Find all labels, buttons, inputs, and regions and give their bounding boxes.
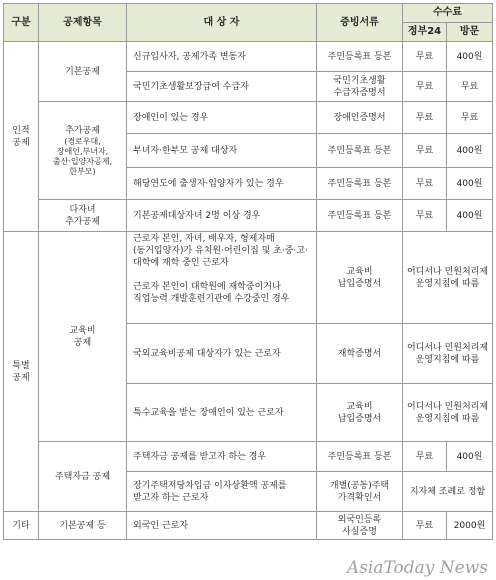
item-additional-note: (경로우대, 장애인,부녀자, 출산·입양자공제, 한부모)	[52, 136, 113, 176]
fee-visit-cell: 무료	[447, 102, 493, 134]
fee-online-cell: 무료	[403, 134, 447, 168]
docs-cell: 장애인증명서	[317, 102, 403, 134]
table-row	[4, 232, 493, 324]
target-cell: 신규입사자, 공제가족 변동자	[127, 42, 317, 72]
docs-cell: 교육비 납입증명서	[317, 384, 403, 442]
fee-visit-cell: 400원	[447, 200, 493, 232]
fee-merged-cell: 지자체 조례로 정함	[403, 472, 493, 512]
item-basic: 기본공제	[39, 42, 127, 102]
fee-merged-cell: 어디서나 민원처리제 운영지침에 따름	[403, 324, 493, 384]
docs-cell: 주민등록표 등본	[317, 42, 403, 72]
fee-visit-cell: 2000원	[447, 512, 493, 540]
fee-merged-cell: 어디서나 민원처리제 운영지침에 따름	[403, 384, 493, 442]
fee-visit-cell: 400원	[447, 42, 493, 72]
target-cell: 부녀자·한부모 공제 대상자	[127, 134, 317, 168]
target-cell: 주택자금 공제를 받고자 하는 경우	[127, 442, 317, 472]
item-additional	[39, 102, 127, 200]
header-category: 구분	[4, 4, 39, 42]
fee-online-cell: 무료	[403, 442, 447, 472]
header-item: 공제항목	[39, 4, 127, 42]
watermark-logo: AsiaToday News	[346, 558, 488, 578]
fee-visit-cell: 무료	[447, 72, 493, 102]
docs-cell: 주민등록표 등본	[317, 168, 403, 200]
fee-online-cell: 무료	[403, 200, 447, 232]
item-other: 기본공제 등	[39, 512, 127, 540]
group-other: 기타	[4, 512, 39, 540]
target-cell: 기본공제대상자녀 2명 이상 경우	[127, 200, 317, 232]
header-fee-visit: 방문	[447, 23, 493, 42]
fee-merged-cell: 어디서나 민원처리제 운영지침에 따름	[403, 232, 493, 324]
fee-online-cell: 무료	[403, 168, 447, 200]
target-cell: 국민기초생활보장급여 수급자	[127, 72, 317, 102]
header-docs: 증빙서류	[317, 4, 403, 42]
table-row	[4, 512, 493, 540]
table-row	[4, 42, 493, 72]
target-cell: 장기주택저당차입금 이자상환액 공제를 받고자 하는 근로자	[127, 472, 317, 512]
table-row	[4, 442, 493, 472]
target-cell: 국외교육비공제 대상자가 있는 근로자	[127, 324, 317, 384]
item-multichild: 다자녀 추가공제	[39, 200, 127, 232]
docs-cell: 재학증명서	[317, 324, 403, 384]
fee-online-cell: 무료	[403, 72, 447, 102]
group-special: 특별 공제	[4, 232, 39, 512]
target-cell: 장애인이 있는 경우	[127, 102, 317, 134]
docs-cell: 주민등록표 등본	[317, 134, 403, 168]
fee-online-cell: 무료	[403, 102, 447, 134]
docs-cell: 외국인등록 사실증명	[317, 512, 403, 540]
header-fee: 수수료	[403, 4, 493, 23]
header-target: 대 상 자	[127, 4, 317, 42]
target-cell: 특수교육을 받는 장애인이 있는 근로자	[127, 384, 317, 442]
fee-online-cell: 무료	[403, 512, 447, 540]
docs-cell: 개별(공동)주택 가격확인서	[317, 472, 403, 512]
fee-visit-cell: 400원	[447, 134, 493, 168]
target-cell: 외국인 근로자	[127, 512, 317, 540]
docs-cell: 국민기초생활 수급자증명서	[317, 72, 403, 102]
fee-visit-cell: 400원	[447, 442, 493, 472]
target-cell: 해당연도에 출생자·입양자가 있는 경우	[127, 168, 317, 200]
item-additional-title: 추가공제	[65, 125, 100, 136]
header-row-1	[4, 4, 493, 23]
table-row	[4, 102, 493, 134]
item-housing: 주택자금 공제	[39, 442, 127, 512]
fee-online-cell: 무료	[403, 42, 447, 72]
table-row	[4, 200, 493, 232]
deduction-documents-table	[3, 3, 493, 540]
target-cell: 근로자 본인, 자녀, 배우자, 형제자매(동거입양자)가 유치원·어린이집 및 초·중·고·대학에 재학 중인 근로자 근로자 본인이 대학원에 재학중이거나 직업능력 개발훈련기관에 수강중인 경우	[127, 232, 317, 324]
group-personal: 인적 공제	[4, 42, 39, 232]
header-fee-online: 정부24	[403, 23, 447, 42]
docs-cell: 주민등록표 등본	[317, 200, 403, 232]
fee-visit-cell: 400원	[447, 168, 493, 200]
docs-cell: 교육비 납입증명서	[317, 232, 403, 324]
item-education: 교육비 공제	[39, 232, 127, 442]
docs-cell: 주민등록표 등본	[317, 442, 403, 472]
